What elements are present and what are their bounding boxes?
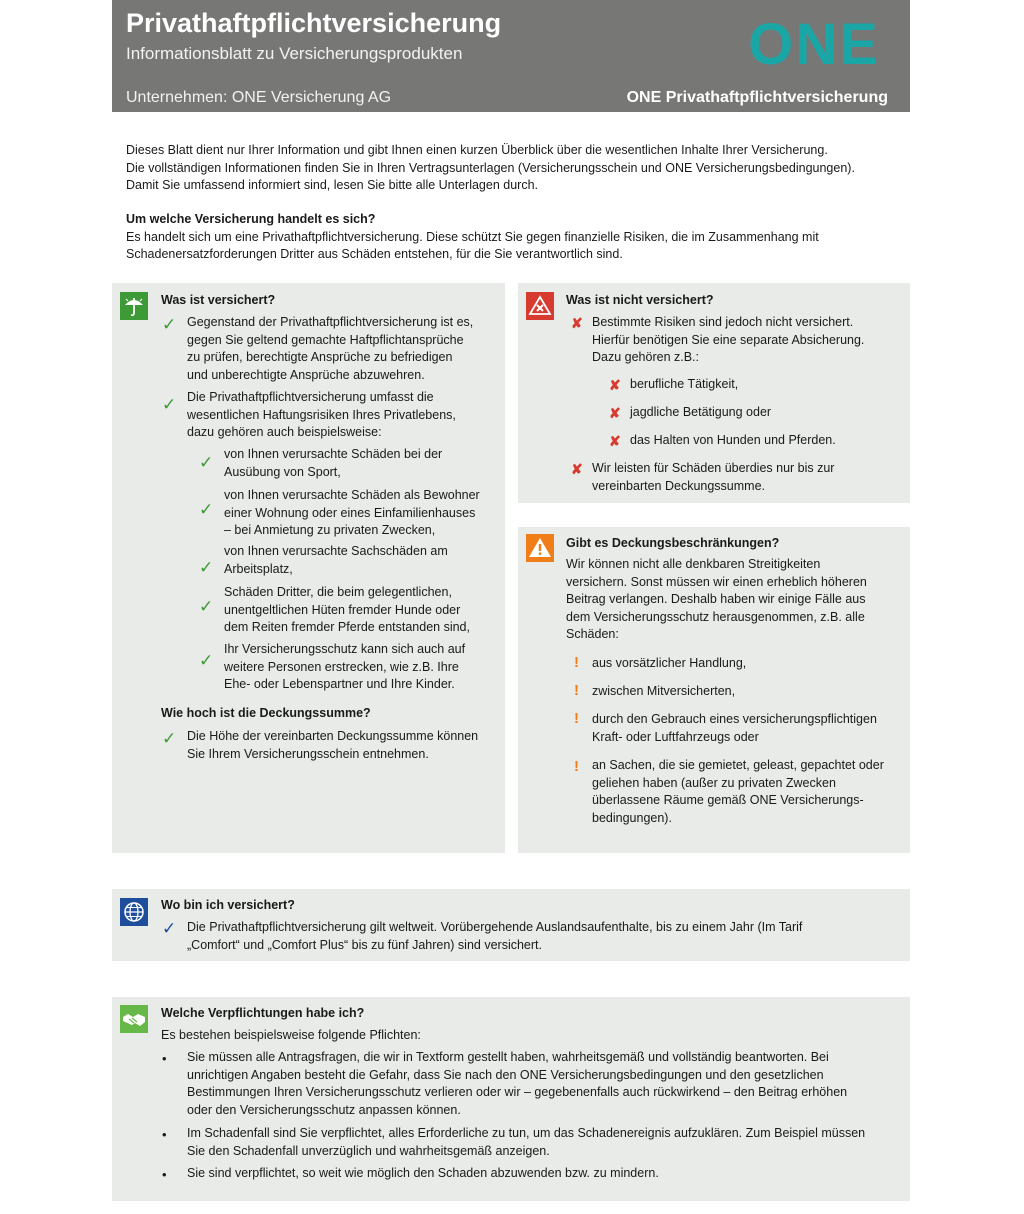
- insurance-type-line: Es handelt sich um eine Privathaftpflichtversicherung. Diese schützt Sie gegen finanzielle Risiken, die im Zusammenhang mit: [126, 229, 819, 244]
- check-icon: ✓: [162, 919, 177, 938]
- check-icon: ✓: [199, 500, 214, 519]
- document-subtitle: Informationsblatt zu Versicherungsprodukten: [126, 44, 463, 63]
- insured-subitem: von Ihnen verursachte Sachschäden am Arbeitsplatz,: [224, 544, 448, 576]
- not-insured-subitem: jagdliche Betätigung oder: [630, 405, 772, 419]
- document-title: Privathaftpflichtversicherung: [126, 8, 502, 38]
- insured-subitem: von Ihnen verursachte Schäden bei der Ausübung von Sport,: [224, 447, 443, 479]
- handshake-icon: [120, 1005, 148, 1033]
- cross-icon: ✘: [571, 461, 583, 477]
- where-text: Die Privathaftpflichtversicherung gilt weltweit. Vorübergehende Auslandsaufenthalte, bis zu einem Jahr (Im Tarif „Comfort“ und „Comfort Plus“ bis zu fünf Jahren) sind versichert.: [187, 920, 803, 952]
- cross-icon: ✘: [609, 377, 621, 393]
- warning-icon: [526, 534, 554, 562]
- insured-heading: Was ist versichert?: [161, 293, 276, 307]
- not-insured-heading: Was ist nicht versichert?: [566, 293, 714, 307]
- check-icon: ✓: [199, 651, 214, 670]
- exclamation-icon: !: [574, 682, 579, 699]
- insured-item: Gegenstand der Privathaftpflichtversicherung ist es, gegen Sie geltend gemachte Haftpflichtansprüche zu prüfen, berechtigte Ansprüche zu befriedigen und unberechtigte Ansprüche abzuwehren.: [187, 315, 474, 382]
- not-insured-subitem: das Halten von Hunden und Pferden.: [630, 433, 836, 447]
- cross-icon: ✘: [571, 315, 583, 331]
- intro-line: Dieses Blatt dient nur Ihrer Information und gibt Ihnen einen kurzen Überblick über die wesentlichen Inhalte Ihrer Versicherung.: [126, 143, 828, 157]
- exclamation-icon: !: [574, 654, 579, 671]
- intro-line: Damit Sie umfassend informiert sind, lesen Sie bitte alle Unterlagen durch.: [126, 178, 539, 192]
- obligations-heading: Welche Verpflichtungen habe ich?: [161, 1006, 365, 1020]
- insured-subitem: Schäden Dritter, die beim gelegentlichen, unentgeltlichen Hüten fremder Hunde oder dem Reiten fremder Pferde entstanden sind,: [224, 585, 470, 634]
- restriction-item: aus vorsätzlicher Handlung,: [592, 656, 747, 670]
- company-name: Unternehmen: ONE Versicherung AG: [126, 89, 392, 106]
- insured-subitem: von Ihnen verursachte Schäden als Bewohner einer Wohnung oder eines Einfamilienhauses – bei Anmietung zu privaten Zwecken,: [224, 488, 480, 537]
- intro-text: [126, 142, 906, 195]
- obligation-item: Im Schadenfall sind Sie verpflichtet, alles Erforderliche zu tun, um das Schadenereignis aufzuklären. Zum Beispiel müssen Sie den Schadenfall unverzüglich und wahrheitsgemäß anzeigen.: [187, 1126, 866, 1158]
- restriction-item: an Sachen, die sie gemietet, geleast, gepachtet oder geliehen haben (außer zu privaten Zwecken überlassene Räume gemäß ONE Versicherungs- bedingungen).: [592, 758, 884, 825]
- insured-subitem: Ihr Versicherungsschutz kann sich auch auf weitere Personen erstrecken, wie z.B. Ihre Ehe- oder Lebenspartner und Ihre Kinder.: [224, 642, 466, 691]
- cross-icon: ✘: [609, 433, 621, 449]
- intro-line: Die vollständigen Informationen finden Sie in Ihren Vertragsunterlagen (Versicherungsschein und ONE Versicherungsbedingungen).: [126, 160, 855, 175]
- restriction-item: durch den Gebrauch eines versicherungspflichtigen Kraft- oder Luftfahrzeugs oder: [592, 712, 877, 744]
- insurance-type-section: [126, 211, 906, 264]
- logo-text: ONE: [748, 14, 880, 70]
- bullet-icon: •: [162, 1051, 167, 1066]
- obligations-intro: Es bestehen beispielsweise folgende Pflichten:: [161, 1028, 421, 1042]
- check-icon: ✓: [162, 395, 177, 414]
- one-logo: [738, 14, 890, 70]
- restrictions-intro: Wir können nicht alle denkbaren Streitigkeiten versichern. Sonst müssen wir einen erheblich höheren Beitrag verlangen. Deshalb haben wir einige Fälle aus dem Versicherungsschutz herausgenommen, z.B. alle Schäden:: [566, 557, 867, 641]
- cross-triangle-icon: [526, 292, 554, 320]
- check-icon: ✓: [199, 453, 214, 472]
- product-name: ONE Privathaftpflichtversicherung: [626, 89, 888, 106]
- check-icon: ✓: [199, 597, 214, 616]
- check-icon: ✓: [162, 315, 177, 334]
- restriction-item: zwischen Mitversicherten,: [592, 684, 736, 698]
- header-banner: [112, 0, 910, 112]
- check-icon: ✓: [162, 729, 177, 748]
- exclamation-icon: !: [574, 710, 579, 727]
- exclamation-icon: !: [574, 758, 579, 775]
- obligation-item: Sie müssen alle Antragsfragen, die wir in Textform gestellt haben, wahrheitsgemäß und vollständig beantworten. Bei unrichtigen Angaben besteht die Gefahr, dass Sie nach den ONE Versicherungsbedingungen und den gesetzlichen Bestimmungen Ihren Versicherungsschutz verlieren oder wir – gegebenenfalls auch rückwirkend – den Beitrag erhöhen oder den Versicherungsschutz anpassen können.: [187, 1050, 848, 1117]
- bullet-icon: •: [162, 1127, 167, 1142]
- where-heading: Wo bin ich versichert?: [161, 898, 295, 912]
- insurance-type-heading: Um welche Versicherung handelt es sich?: [126, 212, 376, 226]
- insurance-type-line: Schadenersatzforderungen Dritter aus Schäden entstehen, für die Sie verantwortlich sind.: [126, 247, 623, 261]
- not-insured-item: Bestimmte Risiken sind jedoch nicht versichert. Hierfür benötigen Sie eine separate Absicherung. Dazu gehören z.B.:: [592, 315, 865, 364]
- coverage-sum-heading: Wie hoch ist die Deckungssumme?: [161, 706, 371, 720]
- umbrella-icon: [120, 292, 148, 320]
- globe-icon: [120, 898, 148, 926]
- coverage-sum-text: Die Höhe der vereinbarten Deckungssumme können Sie Ihrem Versicherungsschein entnehmen.: [187, 729, 479, 761]
- cross-icon: ✘: [609, 405, 621, 421]
- not-insured-subitem: berufliche Tätigkeit,: [630, 377, 739, 391]
- obligation-item: Sie sind verpflichtet, so weit wie möglich den Schaden abzuwenden bzw. zu mindern.: [187, 1166, 659, 1180]
- not-insured-item: Wir leisten für Schäden überdies nur bis zur vereinbarten Deckungssumme.: [592, 461, 835, 493]
- insured-item: Die Privathaftpflichtversicherung umfasst die wesentlichen Haftungsrisiken Ihres Privatlebens, dazu gehören auch beispielsweise:: [187, 390, 456, 439]
- check-icon: ✓: [199, 558, 214, 577]
- bullet-icon: •: [162, 1167, 167, 1182]
- restrictions-heading: Gibt es Deckungsbeschränkungen?: [566, 536, 780, 550]
